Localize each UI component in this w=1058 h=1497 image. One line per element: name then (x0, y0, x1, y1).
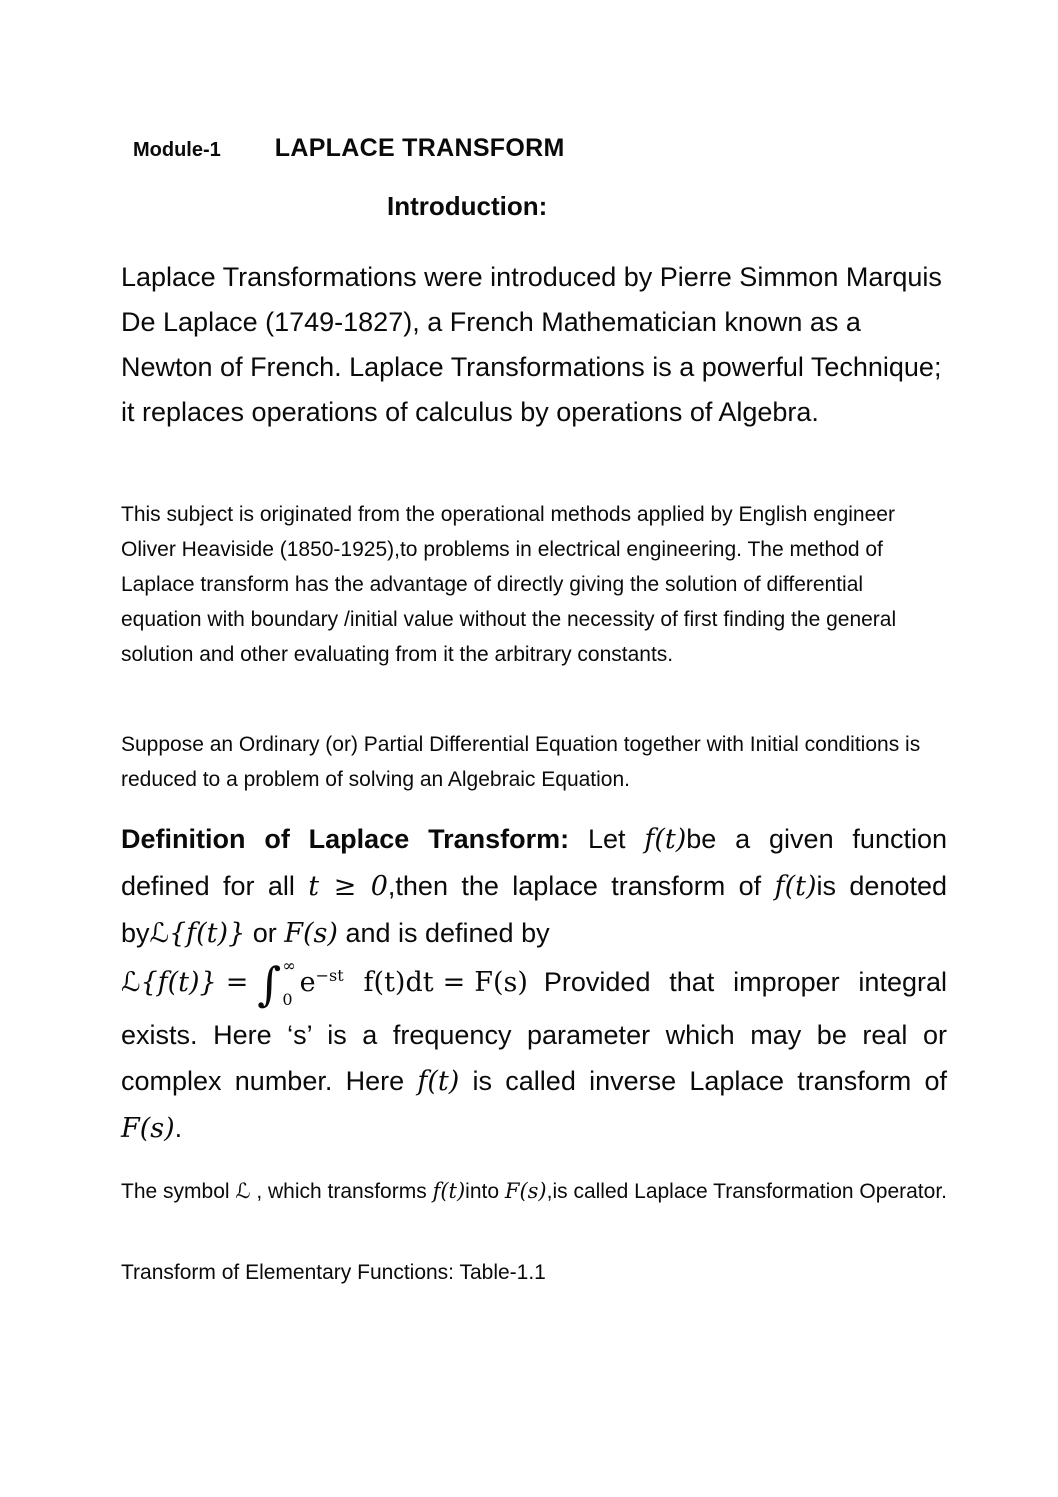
math-f-of-t: f(t) (417, 1066, 460, 1097)
integral-glyph: ∫ (257, 957, 282, 1011)
formula-exponent: −st (315, 966, 344, 986)
page-header (133, 134, 565, 163)
history-paragraph: This subject is originated from the operational methods applied by English engineer Oliver Heaviside (1850-1925),to problems in electrical engineering. The method of Laplace transform has the advantage of directly giving the solution of differential equation with boundary /initial value without the necessity of first finding the general solution and other evaluating from it the arbitrary constants. (121, 503, 897, 666)
note-text-1: The symbol (121, 1180, 236, 1203)
formula-integrand: f(t)dt (343, 967, 434, 999)
module-label: Module-1 (133, 139, 221, 161)
note-text-4: ,is called Laplace Transformation Operator. (546, 1180, 947, 1203)
formula-tail-period: . (174, 1113, 183, 1143)
formula-equals-sign: = (225, 967, 249, 999)
definition-text-4: is denoted by (121, 871, 947, 948)
definition-text-2: be a given function defined for all (121, 824, 948, 901)
definition-text-let: Let (569, 824, 645, 854)
math-F-of-s: F(s) (504, 1179, 547, 1203)
note-text-2: , which transforms (250, 1180, 433, 1203)
page-title: LAPLACE TRANSFORM (274, 134, 565, 162)
integral-symbol (257, 956, 295, 1012)
math-f-of-t: f(t) (774, 871, 817, 902)
integral-lower-limit: 0 (282, 990, 293, 1009)
definition-text-5: or (245, 918, 285, 948)
math-t-ge-zero: t ≥ 0 (308, 871, 388, 902)
integral-upper-limit: ∞ (282, 956, 296, 975)
definition-heading: Definition of Laplace Transform: (121, 824, 570, 854)
math-laplace-of-f: ℒ{f(t)} (149, 918, 246, 949)
laplace-formula-paragraph (121, 956, 947, 1152)
definition-text-3: ,then the laplace transform of (387, 871, 775, 901)
formula-exponential-base: e (299, 967, 316, 999)
introduction-paragraph: Laplace Transformations were introduced by Pierre Simmon Marquis De Laplace (1749-1827), a French Mathematician known as a Newton of French. Laplace Transformations is a powerful Technique; it replaces operations of calculus by operations of Algebra. (121, 262, 942, 427)
definition-paragraph (121, 816, 947, 957)
definition-text-6: and is defined by (337, 918, 550, 948)
ode-reduction-paragraph: Suppose an Ordinary (or) Partial Differential Equation together with Initial conditions is reduced to a problem of solving an Algebraic Equation. (121, 733, 921, 791)
math-F-of-s: F(s) (284, 918, 338, 949)
operator-note-paragraph (121, 1174, 947, 1209)
math-F-of-s: F(s) (121, 1113, 175, 1144)
formula-tail-text-2: is called inverse Laplace transform of (459, 1066, 947, 1096)
note-text-3: into (465, 1180, 505, 1203)
introduction-heading: Introduction: (387, 191, 548, 221)
formula-lhs: ℒ{f(t)} (121, 967, 217, 999)
table-caption: Transform of Elementary Functions: Table-1.1 (121, 1261, 546, 1284)
math-script-L: ℒ (235, 1179, 251, 1203)
formula-tail-text: Provided that improper integral exists. Here ‘s’ is a frequency parameter which may be real or complex number. Here (121, 967, 947, 1096)
formula-result: F(s) (474, 967, 528, 999)
math-f-of-t: f(t) (644, 824, 687, 855)
formula-equals-sign: = (442, 967, 466, 999)
math-f-of-t: f(t) (432, 1179, 466, 1203)
